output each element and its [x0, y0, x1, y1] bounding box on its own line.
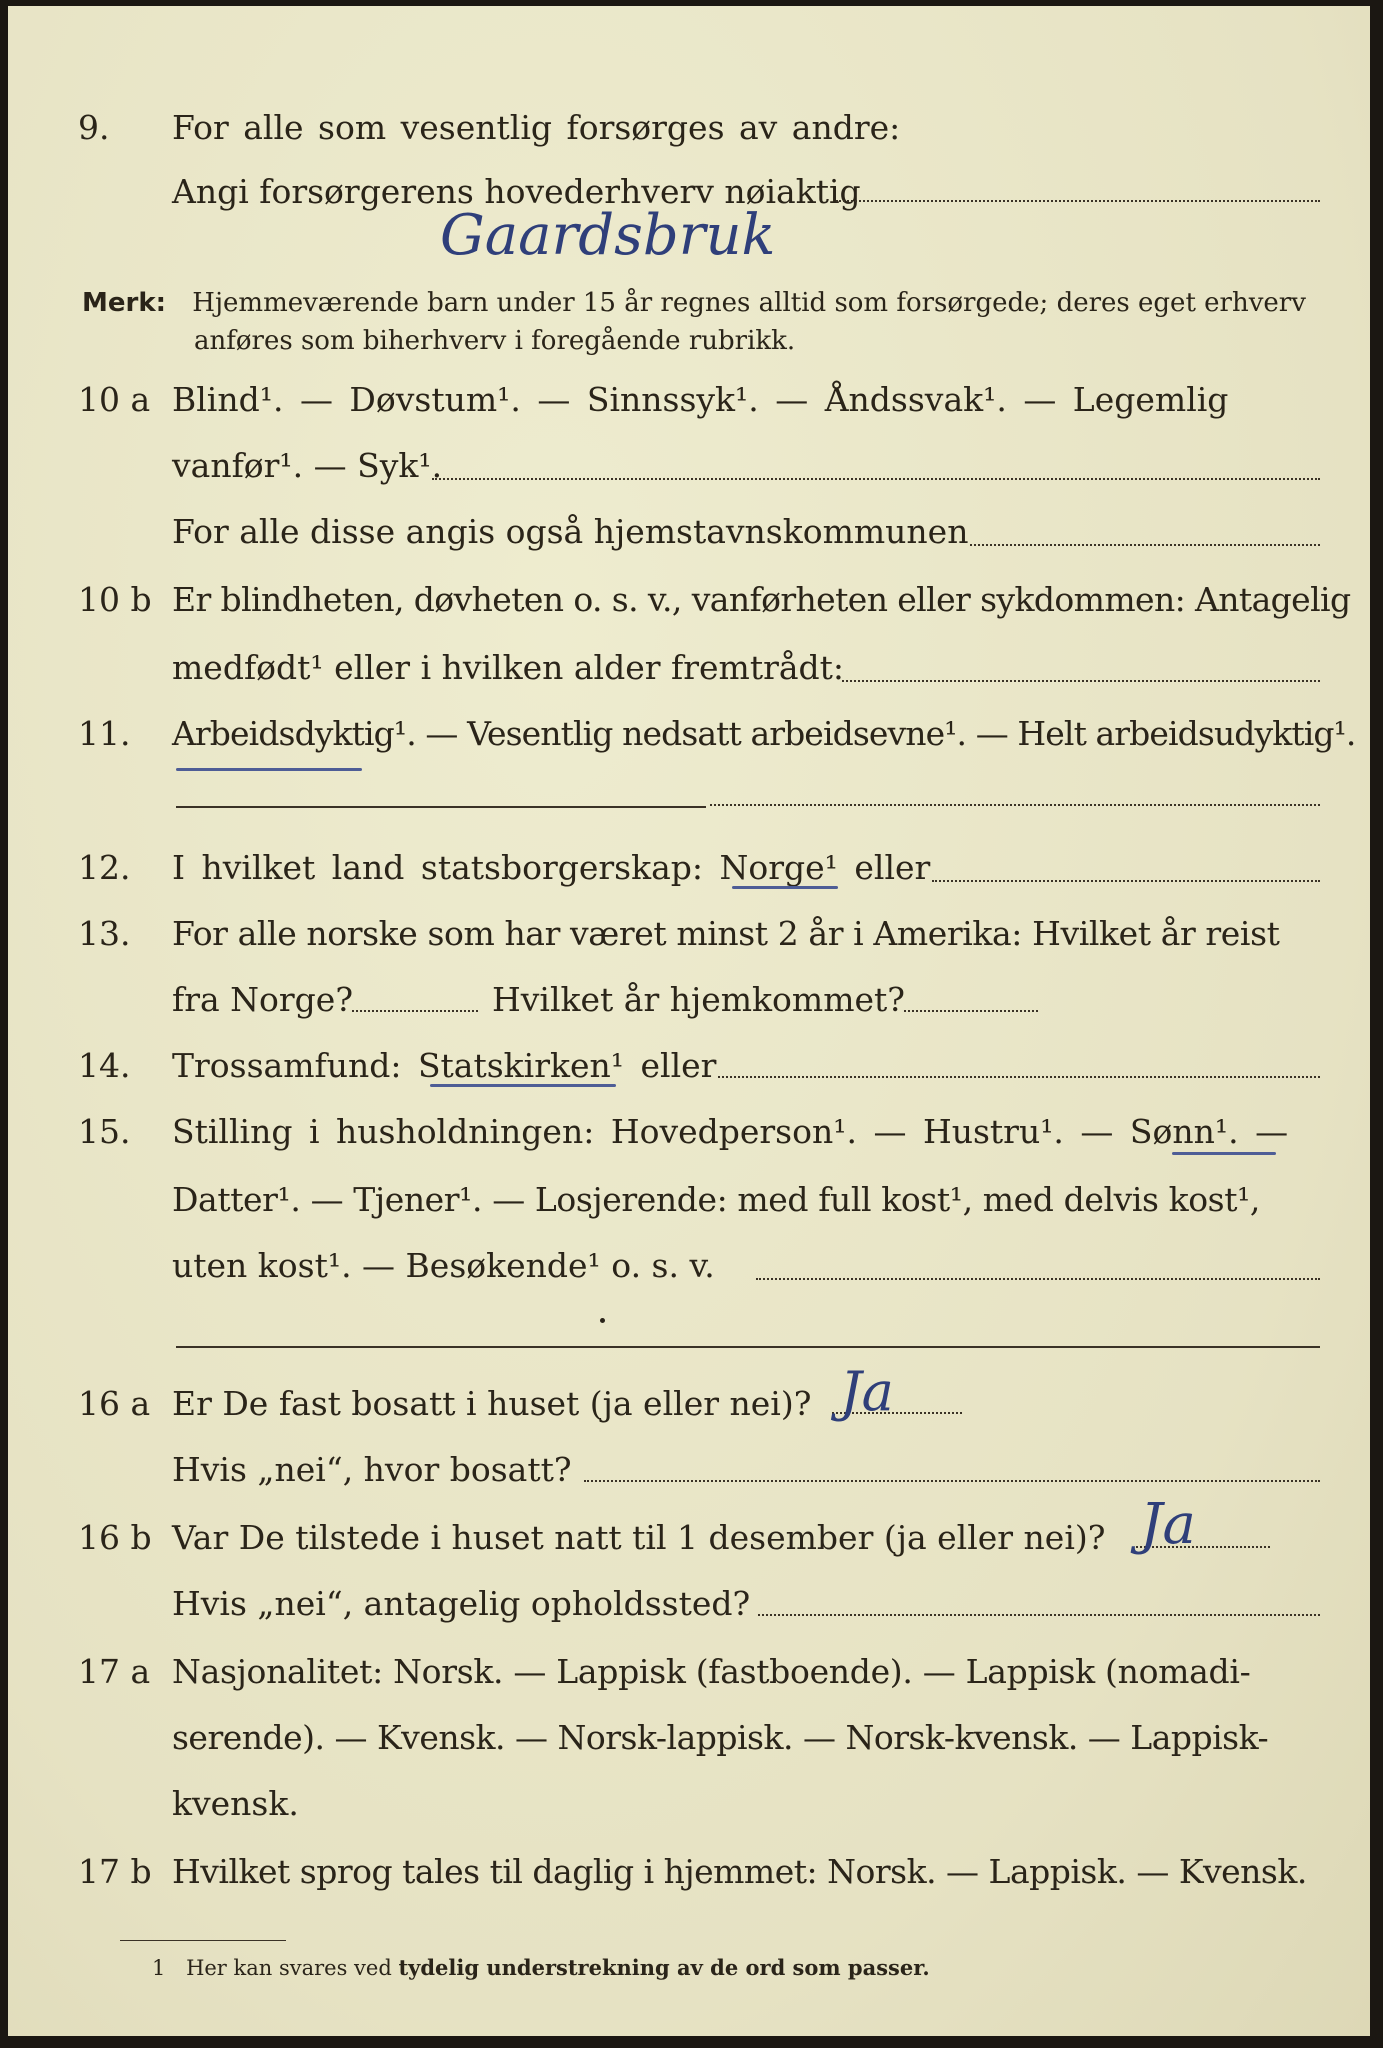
- q10a-fill-line-2: [970, 544, 1320, 546]
- q16a-text-1: Er De fast bosatt i huset (ja eller nei)?: [172, 1384, 812, 1423]
- q10a-text-3: For alle disse angis også hjemstavnskommunen: [172, 512, 969, 551]
- q14-number: 14.: [78, 1046, 131, 1085]
- q17a-text-3: kvensk.: [172, 1784, 299, 1823]
- q15-text-3: uten kost¹. — Besøkende¹ o. s. v.: [172, 1246, 715, 1285]
- q15-underline-mark: [1172, 1152, 1276, 1155]
- q13-text-1: For alle norske som har været minst 2 år i Amerika: Hvilket år reist: [172, 914, 1280, 953]
- merk-text-2: anføres som biherhverv i foregående rubrikk.: [194, 326, 796, 356]
- q10a-number: 10 a: [78, 380, 151, 419]
- q10b-text-1: Er blindheten, døvheten o. s. v., vanførheten eller sykdommen: Antagelig: [172, 580, 1351, 619]
- q9-text-1: For alle som vesentlig forsørges av andre:: [172, 108, 901, 147]
- q13-text-2b: Hvilket år hjemkommet?: [492, 980, 905, 1019]
- q9-handwritten-answer: Gaardsbruk: [440, 203, 776, 268]
- q11-underline-mark: [176, 768, 362, 771]
- merk-label: Merk:: [82, 288, 167, 318]
- merk-text-1: Hjemmeværende barn under 15 år regnes alltid som forsørgede; deres eget erhverv: [192, 288, 1306, 318]
- q10b-text-2: medfødt¹ eller i hvilken alder fremtrådt:: [172, 648, 845, 687]
- q13-fill-line-2: [904, 1010, 1038, 1012]
- q15-rule: [176, 1346, 1320, 1348]
- q10a-text-2: vanfør¹. — Syk¹.: [172, 446, 443, 485]
- q10a-fill-line-1: [432, 478, 1320, 480]
- q14-text-1: Trossamfund: Statskirken¹ eller: [172, 1046, 717, 1085]
- q9-number: 9.: [78, 108, 110, 147]
- q16b-text-2: Hvis „nei“, antagelig opholdssted?: [172, 1584, 751, 1623]
- q11-rule-right: [710, 804, 1320, 806]
- q16b-fill-line-2: [758, 1614, 1320, 1616]
- q9-text-2: Angi forsørgerens hovederhverv nøiaktig: [172, 172, 861, 211]
- q17a-text-2: serende). — Kvensk. — Norsk-lappisk. — Norsk-kvensk. — Lappisk-: [172, 1718, 1269, 1757]
- footnote-text-bold: tydelig understrekning av de ord som passer.: [398, 1955, 930, 1980]
- q13-text-2a: fra Norge?: [172, 980, 354, 1019]
- q17a-text-1: Nasjonalitet: Norsk. — Lappisk (fastboende). — Lappisk (nomadi-: [172, 1652, 1251, 1691]
- q15-text-1: Stilling i husholdningen: Hovedperson¹. — Hustru¹. — Sønn¹. —: [172, 1112, 1289, 1151]
- q16a-handwritten-answer: Ja: [840, 1360, 894, 1423]
- q16b-number: 16 b: [78, 1518, 152, 1557]
- q17a-number: 17 a: [78, 1652, 151, 1691]
- merk-note-1: [82, 286, 1306, 320]
- footnote-rule: [120, 1940, 286, 1941]
- q12-underline-mark: [732, 886, 838, 889]
- q13-fill-line-1: [352, 1010, 478, 1012]
- q17b-number: 17 b: [78, 1852, 152, 1891]
- q9-fill-line: [836, 200, 1320, 202]
- q16b-handwritten-answer: Ja: [1140, 1492, 1196, 1557]
- ink-speck: [600, 1318, 605, 1323]
- q15-number: 15.: [78, 1112, 131, 1151]
- q16b-text-1: Var De tilstede i huset natt til 1 desember (ja eller nei)?: [172, 1518, 1106, 1557]
- q11-rule-left: [176, 806, 706, 808]
- q12-text-1: I hvilket land statsborgerskap: Norge¹ eller: [172, 848, 931, 887]
- q12-fill-line: [932, 880, 1320, 882]
- q14-underline-mark: [430, 1084, 616, 1087]
- q17b-text-1: Hvilket sprog tales til daglig i hjemmet: Norsk. — Lappisk. — Kvensk.: [172, 1852, 1307, 1891]
- q12-number: 12.: [78, 848, 131, 887]
- q11-number: 11.: [78, 714, 131, 753]
- q15-fill-line: [756, 1278, 1320, 1280]
- q10b-fill-line: [842, 680, 1320, 682]
- merk-note-2: [194, 324, 795, 358]
- footnote-text: Her kan svares ved: [186, 1956, 392, 1980]
- footnote-mark: 1: [152, 1956, 166, 1980]
- q16a-number: 16 a: [78, 1384, 151, 1423]
- q11-text-1: Arbeidsdyktig¹. — Vesentlig nedsatt arbeidsevne¹. — Helt arbeidsudyktig¹.: [172, 714, 1356, 753]
- q16a-text-2: Hvis „nei“, hvor bosatt?: [172, 1450, 572, 1489]
- q16a-fill-line-2: [584, 1480, 1320, 1482]
- q10a-text-1: Blind¹. — Døvstum¹. — Sinnssyk¹. — Åndssvak¹. — Legemlig: [172, 380, 1229, 419]
- footnote: [152, 1954, 930, 1982]
- q10b-number: 10 b: [78, 580, 152, 619]
- q13-number: 13.: [78, 914, 131, 953]
- q14-fill-line: [718, 1076, 1320, 1078]
- q15-text-2: Datter¹. — Tjener¹. — Losjerende: med full kost¹, med delvis kost¹,: [172, 1180, 1260, 1219]
